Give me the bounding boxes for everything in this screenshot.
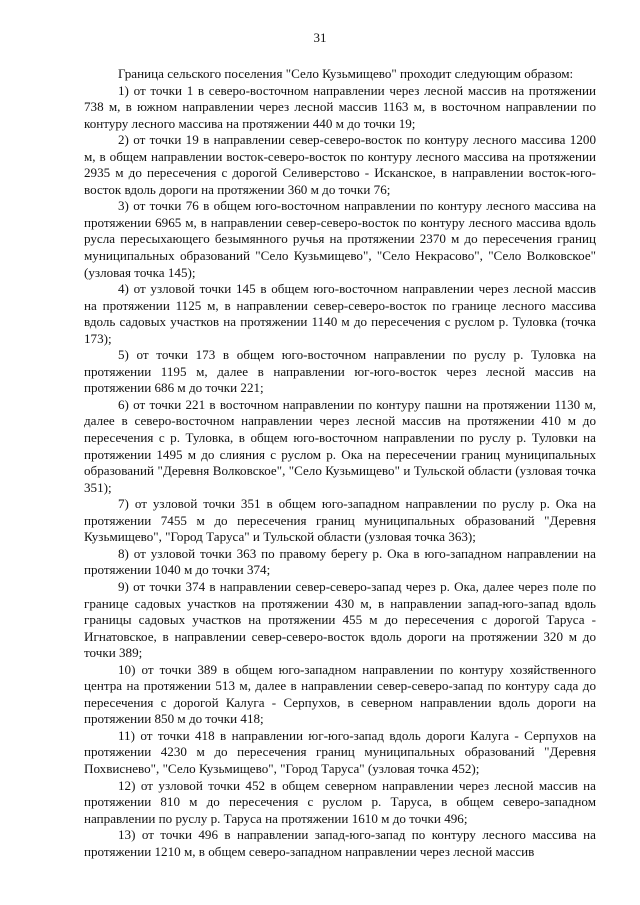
paragraph-10: 10) от точки 389 в общем юго-западном направлении по контуру хозяйственного центра на протяжении 513 м, далее в направлении север-северо-запад по контуру сада до пересечения с дорогой Калуга - Серпухов, в северном направлении вдоль дороги на протяжении 850 м до точки 418;	[84, 661, 596, 727]
paragraph-6: 6) от точки 221 в восточном направлении по контуру пашни на протяжении 1130 м, далее в северо-восточном направлении через лесной массив на протяжении 410 м до пересечения с р. Туловка, в общем юго-восточном направлении по руслу р. Туловки на протяжении 1495 м до слияния с руслом р. Ока на пересечении границ муниципальных образований "Деревня Волковское", "Село Кузьмищево" и Тульской области (узловая точка 351);	[84, 396, 596, 495]
paragraph-4: 4) от узловой точки 145 в общем юго-восточном направлении через лесной массив на протяжении 1125 м, в направлении север-северо-восток по границе лесного массива вдоль садовых участков на протяжении 1140 м до пересечения с руслом р. Туловка (точка 173);	[84, 281, 596, 346]
paragraph-12: 12) от узловой точки 452 в общем северном направлении через лесной массив на протяжении 810 м до пересечения с руслом р. Таруса, в общем северо-западном направлении по руслу р. Таруса на протяжении 1610 м до точки 496;	[84, 777, 596, 826]
document-body	[84, 66, 596, 860]
paragraph-7: 7) от узловой точки 351 в общем юго-западном направлении по руслу р. Ока на протяжении 7455 м до пересечения границ муниципальных образований "Деревня Кузьмищево", "Город Таруса" и Тульской области (узловая точка 363);	[84, 496, 596, 545]
page-number: 31	[313, 30, 327, 45]
paragraph-8: 8) от узловой точки 363 по правому берегу р. Ока в юго-западном направлении на протяжении 1040 м до точки 374;	[84, 545, 596, 578]
paragraph-2: 2) от точки 19 в направлении север-северо-восток по контуру лесного массива 1200 м, в общем направлении восток-северо-восток по контуру лесного массива на протяжении 2935 м до пересечения с дорогой Селиверстово - Исканское, в направлении восток-юго-восток вдоль дороги на протяжении 360 м до точки 76;	[84, 132, 596, 197]
intro-paragraph: Граница сельского поселения "Село Кузьмищево" проходит следующим образом:	[118, 66, 574, 81]
paragraph-9: 9) от точки 374 в направлении север-северо-запад через р. Ока, далее через поле по границе садовых участков на протяжении 430 м, в направлении запад-юго-запад вдоль границы садовых участков на протяжении 455 м до пересечения с дорогой Таруса - Игнатовское, в направлении север-северо-восток вдоль дороги на протяжении 320 м до точки 389;	[84, 578, 596, 661]
paragraph-1: 1) от точки 1 в северо-восточном направлении через лесной массив на протяжении 738 м, в южном направлении через лесной массив 1163 м, в восточном направлении по контуру лесного массива на протяжении 440 м до точки 19;	[84, 82, 596, 131]
paragraph-13: 13) от точки 496 в направлении запад-юго-запад по контуру лесного массива на протяжении 1210 м, в общем северо-западном направлении через лесной массив	[84, 827, 596, 859]
paragraph-3: 3) от точки 76 в общем юго-восточном направлении по контуру лесного массива на протяжении 6965 м, в направлении север-северо-восток по контуру лесного массива вдоль русла пересыхающего безымянного ручья на протяжении 2370 м до пересечения границ муниципальных образований "Село Кузьмищево", "Село Некрасово", "Село Волковское" (узловая точка 145);	[84, 198, 596, 280]
paragraph-5: 5) от точки 173 в общем юго-восточном направлении по руслу р. Туловка на протяжении 1195 м, далее в направлении юг-юго-восток через лесной массив на протяжении 686 м до точки 221;	[84, 347, 596, 396]
paragraph-11: 11) от точки 418 в направлении юг-юго-запад вдоль дороги Калуга - Серпухов на протяжении 4230 м до пересечения границ муниципальных образований "Деревня Похвиснево", "Село Кузьмищево", "Город Таруса" (узловая точка 452);	[84, 727, 596, 776]
